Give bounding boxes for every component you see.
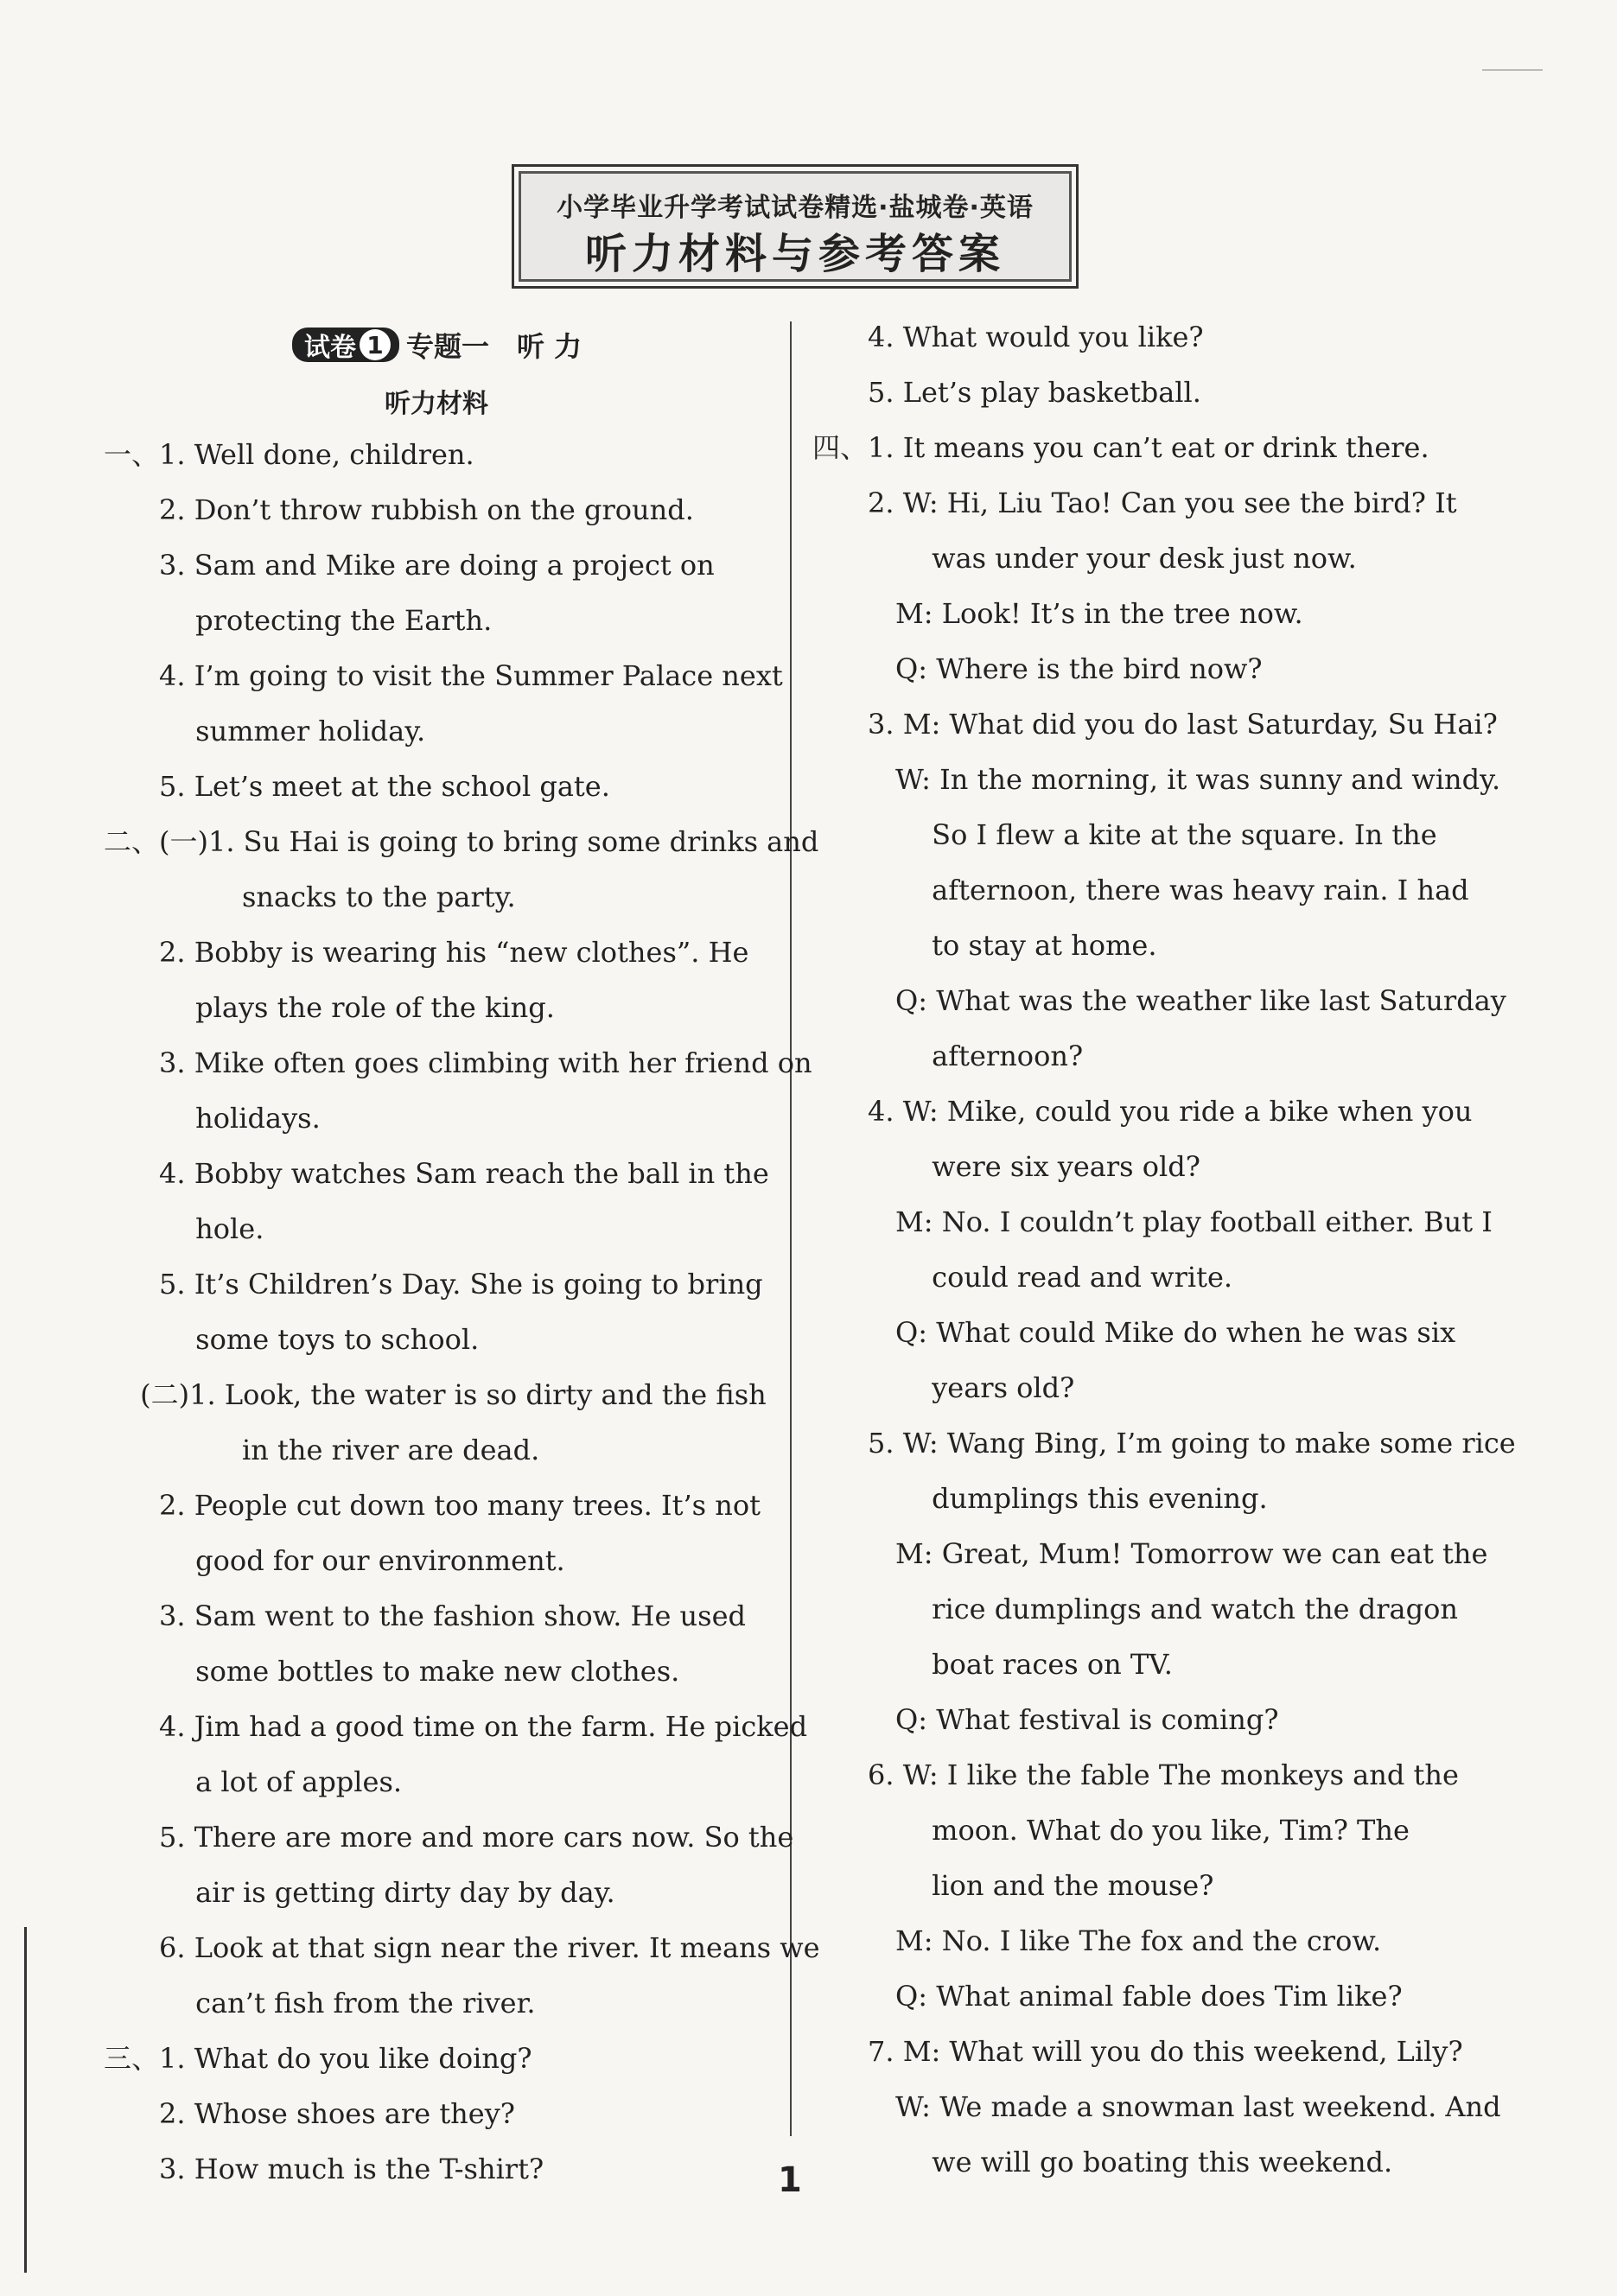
text-line: 3. How much is the T-shirt?	[104, 2153, 544, 2185]
text-line: some toys to school.	[104, 1323, 480, 1356]
text-line: lion and the mouse?	[812, 1869, 1214, 1902]
text-line: So I flew a kite at the square. In the	[812, 818, 1437, 851]
page-number: 1	[778, 2160, 802, 2200]
text-line: some bottles to make new clothes.	[104, 1655, 680, 1688]
text-line: 4. W: Mike, could you ride a bike when you	[812, 1095, 1473, 1128]
header-box	[512, 164, 1079, 289]
text-line: 四、1. It means you can’t eat or drink there.	[812, 431, 1429, 464]
text-line: 5. Let’s play basketball.	[812, 376, 1201, 409]
text-line: 二、(一)1. Su Hai is going to bring some drinks and	[104, 825, 819, 858]
text-line: air is getting dirty day by day.	[104, 1876, 615, 1909]
text-line: 4. Jim had a good time on the farm. He picked	[104, 1710, 808, 1743]
text-line: Q: What could Mike do when he was six	[812, 1316, 1456, 1349]
text-line: a lot of apples.	[104, 1765, 403, 1798]
text-line: 6. W: I like the fable The monkeys and the	[812, 1759, 1459, 1791]
text-line: we will go boating this weekend.	[812, 2146, 1393, 2178]
text-line: M: Great, Mum! Tomorrow we can eat the	[812, 1537, 1488, 1570]
scan-edge	[24, 1927, 27, 2273]
text-line: rice dumplings and watch the dragon	[812, 1593, 1458, 1625]
column-divider	[790, 321, 792, 2136]
text-line: 5. There are more and more cars now. So the	[104, 1821, 794, 1854]
text-line: 一、1. Well done, children.	[104, 438, 474, 471]
text-line: Q: What animal fable does Tim like?	[812, 1980, 1403, 2013]
text-line: M: No. I couldn’t play football either. But I	[812, 1205, 1493, 1238]
text-line: good for our environment.	[104, 1544, 565, 1577]
text-line: was under your desk just now.	[812, 542, 1357, 575]
listening-subtitle: 听力材料	[385, 389, 488, 419]
text-line: plays the role of the king.	[104, 991, 555, 1024]
text-line: in the river are dead.	[104, 1434, 540, 1466]
paper-number: 1	[360, 329, 391, 360]
text-line: protecting the Earth.	[104, 604, 493, 637]
text-line: holidays.	[104, 1102, 321, 1135]
text-line: dumplings this evening.	[812, 1482, 1268, 1515]
text-line: to stay at home.	[812, 929, 1157, 962]
text-line: 3. Sam went to the fashion show. He used	[104, 1600, 747, 1632]
text-line: 3. Sam and Mike are doing a project on	[104, 549, 715, 582]
text-line: 7. M: What will you do this weekend, Lily?	[812, 2035, 1463, 2068]
top-rule	[1482, 69, 1543, 71]
text-line: W: We made a snowman last weekend. And	[812, 2090, 1501, 2123]
paper-badge	[292, 328, 399, 362]
text-line: 5. It’s Children’s Day. She is going to bring	[104, 1268, 763, 1301]
text-line: boat races on TV.	[812, 1648, 1173, 1681]
text-line: could read and write.	[812, 1261, 1233, 1294]
text-line: 3. Mike often goes climbing with her friend on	[104, 1046, 812, 1079]
text-line: moon. What do you like, Tim? The	[812, 1814, 1410, 1847]
text-line: 6. Look at that sign near the river. It means we	[104, 1931, 820, 1964]
topic-title: 专题一 听 力	[406, 330, 583, 363]
paper-label: 试卷	[304, 333, 356, 363]
header-title: 听力材料与参考答案	[584, 230, 1005, 278]
header-subtitle: 小学毕业升学考试试卷精选·盐城卷·英语	[557, 193, 1034, 223]
text-line: 3. M: What did you do last Saturday, Su Hai?	[812, 708, 1498, 741]
text-line: M: No. I like The fox and the crow.	[812, 1924, 1382, 1957]
text-line: 5. W: Wang Bing, I’m going to make some rice	[812, 1427, 1516, 1460]
text-line: M: Look! It’s in the tree now.	[812, 597, 1303, 630]
text-line: were six years old?	[812, 1150, 1200, 1183]
text-line: W: In the morning, it was sunny and windy.	[812, 763, 1501, 796]
text-line: 2. Bobby is wearing his “new clothes”. He	[104, 936, 749, 969]
text-line: Q: Where is the bird now?	[812, 652, 1263, 685]
text-line: years old?	[812, 1371, 1075, 1404]
text-line: Q: What festival is coming?	[812, 1703, 1279, 1736]
text-line: afternoon, there was heavy rain. I had	[812, 874, 1469, 906]
text-line: afternoon?	[812, 1040, 1084, 1072]
text-line: 三、1. What do you like doing?	[104, 2042, 532, 2075]
text-line: 2. People cut down too many trees. It’s not	[104, 1489, 761, 1522]
text-line: Q: What was the weather like last Saturday	[812, 984, 1506, 1017]
section-heading	[292, 325, 582, 365]
text-line: 5. Let’s meet at the school gate.	[104, 770, 610, 803]
text-line: 4. I’m going to visit the Summer Palace next	[104, 659, 783, 692]
text-line: 4. Bobby watches Sam reach the ball in the	[104, 1157, 769, 1190]
text-line: (二)1. Look, the water is so dirty and the fish	[104, 1378, 767, 1411]
text-line: hole.	[104, 1212, 264, 1245]
text-line: snacks to the party.	[104, 881, 516, 913]
text-line: can’t fish from the river.	[104, 1987, 536, 2019]
text-line: 4. What would you like?	[812, 321, 1204, 353]
text-line: summer holiday.	[104, 715, 426, 747]
text-line: 2. Don’t throw rubbish on the ground.	[104, 493, 694, 526]
text-line: 2. Whose shoes are they?	[104, 2097, 515, 2130]
text-line: 2. W: Hi, Liu Tao! Can you see the bird? It	[812, 487, 1457, 519]
